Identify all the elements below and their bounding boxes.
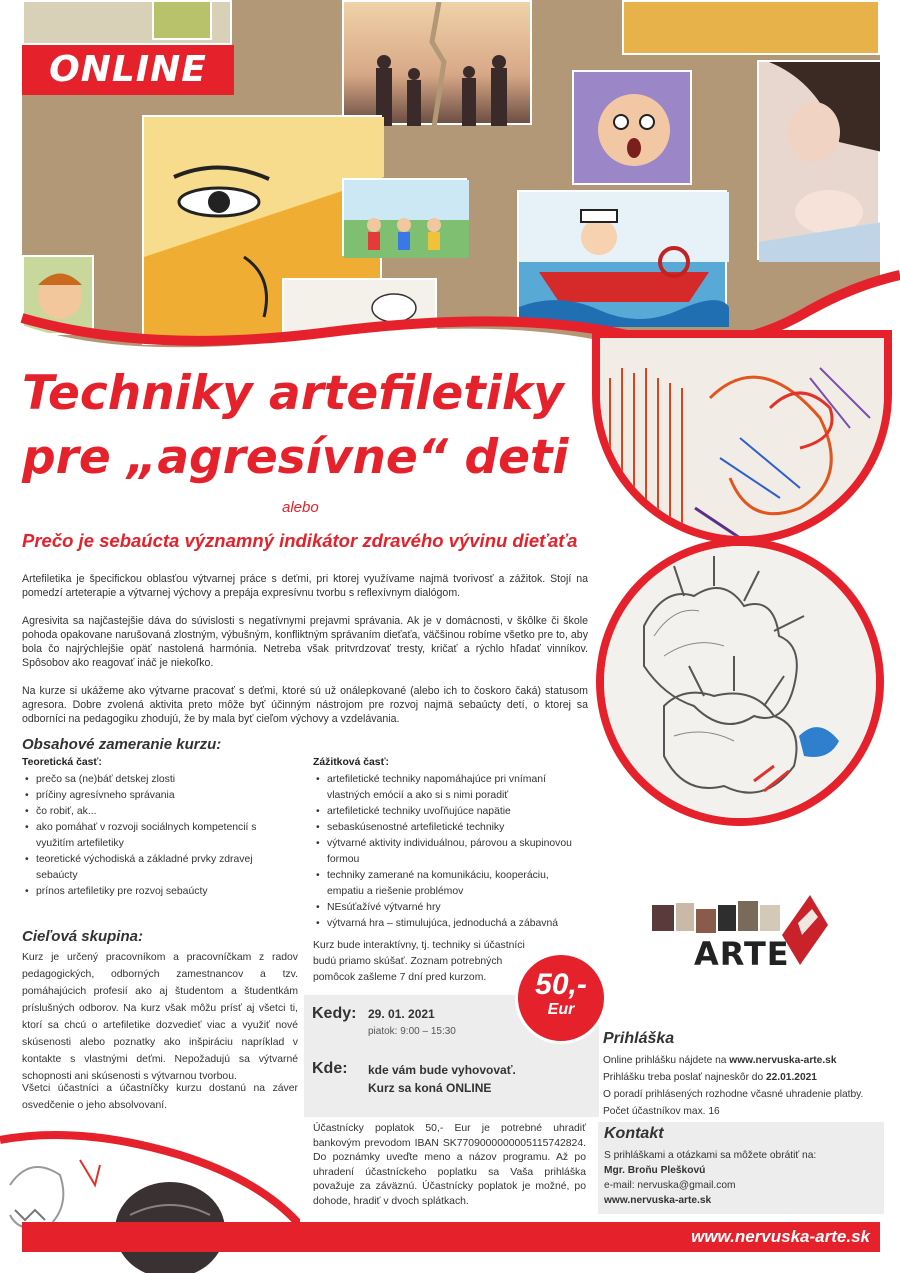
price-amount: 50,-	[535, 968, 587, 1001]
list-item: • techniky zamerané na komunikáciu, kooperáciu, empatiu a riešenie problémov	[313, 868, 578, 900]
list-item: • príčiny agresívneho správania	[22, 788, 282, 804]
when-date: 29. 01. 2021	[368, 1007, 435, 1021]
list-item: • ako pomáhať v rozvoji sociálnych kompetencií s využitím artefiletiky	[22, 820, 282, 852]
target-certificate: Všetci účastníci a účastníčky kurzu dostanú na záver osvedčenie o jeho absolvovaní.	[22, 1083, 298, 1111]
list-item: • sebaskúsenostné artefiletické techniky	[313, 820, 578, 836]
theory-list	[22, 772, 282, 900]
intro-paragraph-2: Agresivita sa najčastejšie dáva do súvislosti s negatívnymi prejavmi správania. Ak je v domácnosti, v škôlke či škole pohoda opakovane narušovaná zlostným, výbušným, konfliktným správaním dieťaťa, väčšinou robíme všetko pre to, aby bola čo najrýchlejšie opäť nastolená harmónia. Netreba však pritvrdzovať tresty, kričať a rýchlo hľadať vinníkov. Spôsobov ako reagovať ináč je niekoľko.	[22, 615, 588, 669]
theory-label: Teoretická časť:	[22, 757, 102, 768]
experience-note: Kurz bude interaktívny, tj. techniky si účastníci budú priamo skúšať. Zoznam potrebných pomôcok zašleme 7 dní pred kurzom.	[313, 940, 525, 983]
online-badge: ONLINE	[22, 45, 234, 95]
page-subtitle: Prečo je sebaúcta významný indikátor zdravého vývinu dieťaťa	[22, 530, 578, 551]
circle-hands-drawing	[596, 538, 884, 826]
intro-paragraph-3: Na kurze si ukážeme ako výtvarne pracovať s deťmi, ktoré sú už onálepkované (alebo ich to čoskoro čaká) statusom agresora. Dobre zvolená aktivita preto môže byť účinným nástrojom pre rozvoj najmä sebaúcty detí, o ktorej sa odborníci na pedagogiku zhodujú, že by mala byť cieľom výchovy a vzdelávania.	[22, 685, 588, 725]
contact-heading: Kontakt	[604, 1125, 664, 1142]
registration-link[interactable]: www.nervuska-arte.sk	[729, 1055, 837, 1066]
logo-arte: ARTE	[694, 935, 790, 973]
where-line-1: kde vám bude vyhovovať.	[368, 1063, 516, 1077]
contact-email[interactable]: e-mail: nervuska@gmail.com	[604, 1180, 736, 1191]
circle-crayon-drawing	[592, 330, 892, 544]
registration-line-3: O poradí prihlásených rozhodne včasné uhradenie platby.	[603, 1089, 864, 1100]
title-alebo: alebo	[282, 499, 319, 516]
list-item: • prínos artefiletiky pre rozvoj sebaúcty	[22, 884, 282, 900]
contact-intro: S prihláškami a otázkami sa môžete obrátiť na:	[604, 1150, 817, 1161]
contact-box	[598, 1122, 884, 1214]
experience-list	[313, 772, 578, 932]
contact-name: Mgr. Broňu Pleškovú	[604, 1165, 706, 1176]
list-item: • prečo sa (ne)báť detskej zlosti	[22, 772, 282, 788]
list-item: • čo robiť, ak...	[22, 804, 282, 820]
list-item: • teoretické východiská a základné prvky zdravej sebaúcty	[22, 852, 282, 884]
title-line-2: pre „agresívne“ deti	[22, 430, 569, 485]
when-label: Kedy:	[312, 1005, 357, 1022]
target-heading: Cieľová skupina:	[22, 928, 143, 945]
content-heading: Obsahové zameranie kurzu:	[22, 736, 222, 753]
price-badge	[515, 952, 607, 1044]
list-item: • artefiletické techniky uvoľňujúce napätie	[313, 804, 578, 820]
registration-deadline: 22.01.2021	[765, 1072, 817, 1083]
registration-heading: Prihláška	[603, 1030, 675, 1047]
price-currency: Eur	[547, 1001, 575, 1018]
registration-line-4: Počet účastníkov max. 16	[603, 1106, 720, 1117]
title-line-1: Techniky artefiletiky	[22, 366, 564, 421]
list-item: • artefiletické techniky napomáhajúce pri vnímaní vlastných emócií a ako si s nimi poradiť	[313, 772, 578, 804]
list-item: • výtvarné aktivity individuálnou, párovou a skupinovou formou	[313, 836, 578, 868]
nervuska-arte-logo	[650, 895, 830, 980]
contact-block	[604, 1148, 882, 1208]
registration-block	[603, 1052, 888, 1120]
where-line-2: Kurz sa koná ONLINE	[368, 1081, 492, 1095]
list-item: • NEsúťažívé výtvarné hry	[313, 900, 578, 916]
where-label: Kde:	[312, 1060, 348, 1077]
footer-website-link[interactable]: www.nervuska-arte.sk	[691, 1227, 870, 1246]
target-paragraph: Kurz je určený pracovníkom a pracovníčkam z radov pedagogických, odborných zamestnancov a tzv. pomáhajúcich profesií ako aj študentom a študentkám príslušných odborov. Na kurz však môžu prísť aj všetci ti, ktorí sa chcú o artefiletike dozvedieť viac a využiť nové skúsenosti alebo poznatky ako inšpiráciu napríklad v kontakte s vlastnými deťmi. Nepožadujú sa výtvarné schopnosti ani skúsenosti s výtvarnou tvorbou.	[22, 952, 298, 1082]
registration-line-1: Online prihlášku nájdete na www.nervuska-arte.sk	[603, 1055, 837, 1066]
contact-web[interactable]: www.nervuska-arte.sk	[604, 1195, 712, 1206]
page-title	[22, 362, 622, 490]
experience-label: Zážitková časť:	[313, 757, 390, 768]
when-time: piatok: 9:00 – 15:30	[368, 1026, 456, 1037]
fee-paragraph: Účastnícky poplatok 50,- Eur je potrebné uhradiť bankovým prevodom IBAN SK7709000000005115742824. Do poznámky uveďte meno a názov programu. Až po uhradení účastníckeho poplatku sa Vaša prihláška považuje za záväznú. Účastnícky poplatok je možné, po dohode, hradiť v dvoch splátkach.	[313, 1123, 586, 1207]
registration-line-2: Prihlášku treba poslať najneskôr do 22.01.2021	[603, 1072, 817, 1083]
intro-paragraph-1: Artefiletika je špecifickou oblasťou výtvarnej práce s deťmi, pri ktorej využívame najmä tvorivosť a zážitok. Stojí na pomedzí arteterapie a výtvarnej výchovy a prepája expresívnu tvorbu s reflexívnym dialógom.	[22, 573, 588, 599]
list-item: • výtvarná hra – stimulujúca, jednoduchá a zábavná	[313, 916, 578, 932]
